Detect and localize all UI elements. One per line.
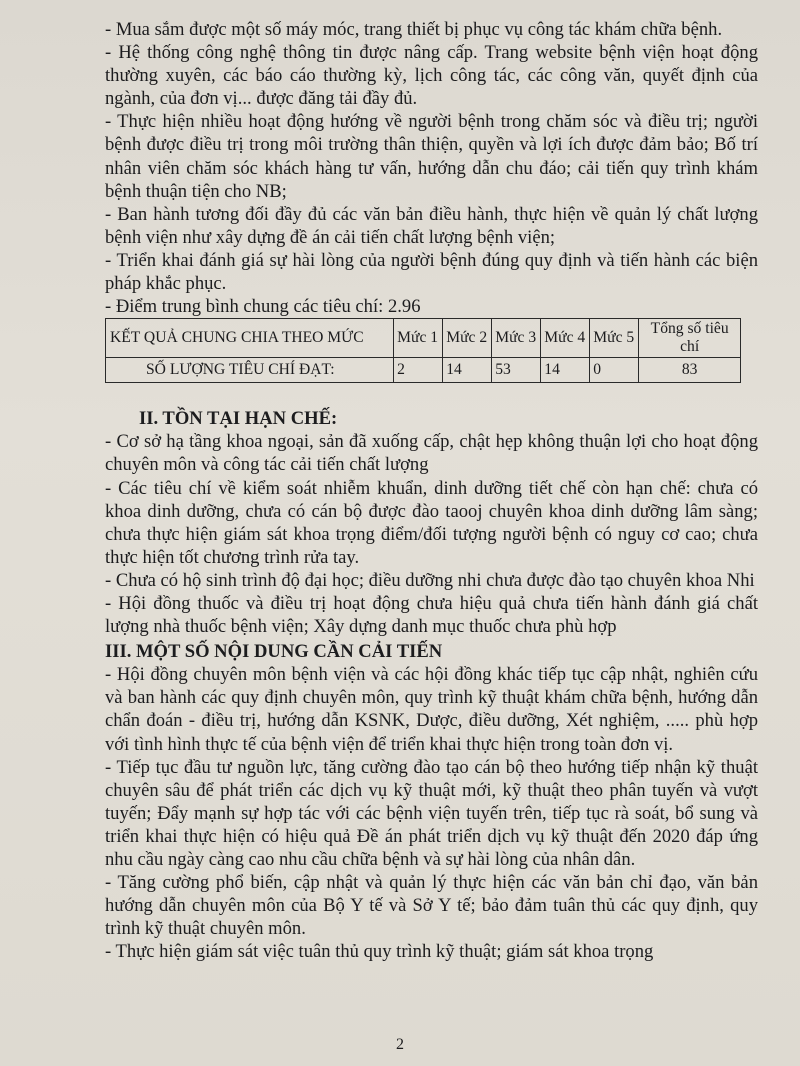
- paragraph: - Tiếp tục đầu tư nguồn lực, tăng cường đào tạo cán bộ theo hướng tiếp nhận kỹ thuật chuyên sâu để phát triển các dịch vụ kỹ thuật mới, kỹ thuật theo phân tuyến và vượt tuyến; Đẩy mạnh sự hợp tác với các bệnh viện tuyến trên, tiếp tục rà soát, bổ sung và triển khai thực hiện có hiệu quả Đề án phát triển dịch vụ kỹ thuật đến 2020 đáp ứng nhu cầu ngày càng cao nhu cầu chữa bệnh và sự hài lòng của nhân dân.: [105, 756, 758, 870]
- results-table: [105, 318, 741, 383]
- section-heading-limitations: II. TỒN TẠI HẠN CHẾ:: [139, 408, 338, 430]
- row-m4: 14: [541, 358, 590, 383]
- paragraph: - Thực hiện giám sát việc tuân thủ quy trình kỹ thuật; giám sát khoa trọng: [105, 941, 654, 963]
- paragraph: - Triển khai đánh giá sự hài lòng của người bệnh đúng quy định và tiến hành các biện pháp khắc phục.: [105, 249, 758, 295]
- paragraph: - Hội đồng thuốc và điều trị hoạt động chưa hiệu quả chưa tiến hành đánh giá chất lượng nhà thuốc bệnh viện; Xây dựng danh mục thuốc chưa phù hợp: [105, 592, 758, 638]
- row-total: 83: [639, 358, 741, 383]
- section-heading-improvements: III. MỘT SỐ NỘI DUNG CẦN CẢI TIẾN: [105, 641, 443, 663]
- paragraph: - Cơ sở hạ tầng khoa ngoại, sản đã xuống cấp, chật hẹp không thuận lợi cho hoạt động chuyên môn và công tác cải tiến chất lượng: [105, 431, 758, 476]
- page-number: 2: [396, 1036, 404, 1053]
- paragraph: - Chưa có hộ sinh trình độ đại học; điều dưỡng nhi chưa được đào tạo chuyên khoa Nhi: [105, 569, 755, 591]
- row-m2: 14: [443, 358, 492, 383]
- paragraph: - Thực hiện nhiều hoạt động hướng về người bệnh trong chăm sóc và điều trị; người bệnh được điều trị trong môi trường thân thiện, quyền và lợi ích được đảm bảo; Bố trí nhân viên chăm sóc khách hàng tư vấn, hướng dẫn chu đáo; cải tiến quy trình khám bệnh thuận tiện cho NB;: [105, 111, 758, 202]
- paragraph: - Hội đồng chuyên môn bệnh viện và các hội đồng khác tiếp tục cập nhật, nghiên cứu và ban hành các quy định chuyên môn, quy trình kỹ thuật khám chữa bệnh, hướng dẫn chẩn đoán - điều trị, hướng dẫn KSNK, Dược, điều dưỡng, Xét nghiệm, ..... phù hợp với tình hình thực tế của bệnh viện để triển khai thực hiện trong toàn đơn vị.: [105, 664, 758, 755]
- table-row: [106, 358, 741, 383]
- average-score: - Điểm trung bình chung các tiêu chí: 2.96: [105, 296, 421, 318]
- paragraph: - Các tiêu chí về kiểm soát nhiễm khuẩn, dinh dưỡng tiết chế còn hạn chế: chưa có khoa dinh dưỡng, chưa có cán bộ được đào taooj chuyên khoa dinh dưỡng lâm sàng; chưa thực hiện giám sát khoa trọng điểm/đối tượng người bệnh có nguy cơ cao; chưa thực hiện tốt chương trình rửa tay.: [105, 477, 758, 568]
- header-label-cell: KẾT QUẢ CHUNG CHIA THEO MỨC: [106, 319, 394, 358]
- paragraph: - Hệ thống công nghệ thông tin được nâng cấp. Trang website bệnh viện hoạt động thường xuyên, các báo cáo thường kỳ, lịch công tác, các công văn, quyết định của ngành, của đơn vị... được đăng tải đầy đủ.: [105, 42, 758, 110]
- paragraph: - Tăng cường phổ biến, cập nhật và quản lý thực hiện các văn bản chỉ đạo, văn bản hướng dẫn chuyên môn của Bộ Y tế và Sở Y tế; bảo đảm tuân thủ các quy định, quy trình kỹ thuật chuyên môn.: [105, 872, 758, 940]
- header-m2: Mức 2: [443, 319, 492, 358]
- row-m5: 0: [590, 358, 639, 383]
- header-total: Tổng số tiêu chí: [639, 319, 741, 358]
- paragraph: - Ban hành tương đối đầy đủ các văn bản điều hành, thực hiện về quản lý chất lượng bệnh viện như xây dựng đề án cải tiến chất lượng bệnh viện;: [105, 203, 758, 248]
- table-header-row: [106, 319, 741, 358]
- paragraph: - Mua sắm được một số máy móc, trang thiết bị phục vụ công tác khám chữa bệnh.: [105, 19, 723, 40]
- row-m1: 2: [394, 358, 443, 383]
- row-m3: 53: [492, 358, 541, 383]
- row-label-cell: SỐ LƯỢNG TIÊU CHÍ ĐẠT:: [106, 358, 394, 383]
- header-m4: Mức 4: [541, 319, 590, 358]
- header-m5: Mức 5: [590, 319, 639, 358]
- header-m1: Mức 1: [394, 319, 443, 358]
- header-m3: Mức 3: [492, 319, 541, 358]
